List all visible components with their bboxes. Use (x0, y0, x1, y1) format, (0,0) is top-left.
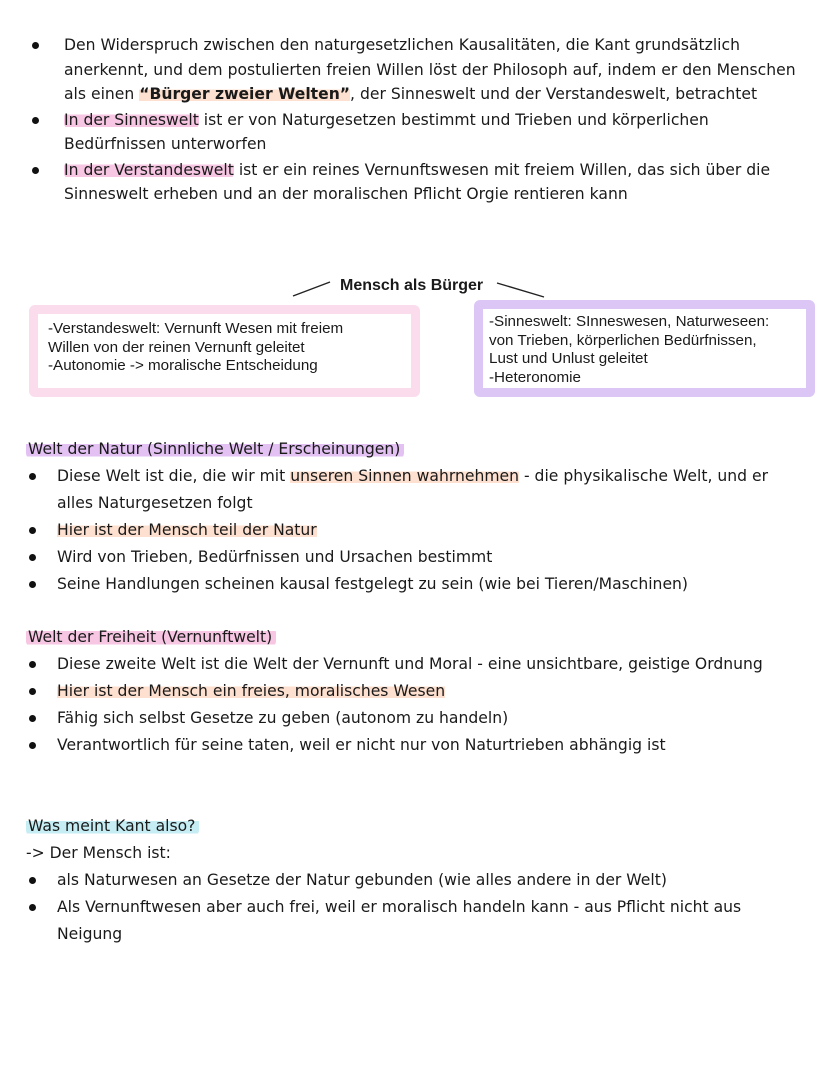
intro-bullet-2-text: ist er von Naturgesetzen bestimmt und Trieben und körperlichen Bedürfnissen unterworfen (64, 110, 709, 153)
left-box-line-1: -Verstandeswelt: Vernunft Wesen mit freiem (48, 320, 344, 337)
kant-bullet-1 (26, 867, 806, 894)
freiheit-bullet-3 (26, 705, 806, 732)
section-welt-der-natur (26, 436, 806, 598)
section-welt-der-freiheit (26, 624, 806, 759)
intro-bullet-1-text-end: , der Sinneswelt und der Verstandeswelt, betrachtet (350, 85, 758, 103)
natur-heading-text: Welt der Natur (Sinnliche Welt / Erscheinungen) (26, 439, 404, 459)
diagram-title: Mensch als Bürger (340, 277, 484, 294)
natur-bullet-2 (26, 517, 806, 544)
kant-heading-text: Was meint Kant also? (26, 816, 199, 836)
sinneswelt-highlight: In der Sinneswelt (64, 110, 199, 129)
right-box-line-1: -Sinneswelt: SInneswesen, Naturweseen: (489, 313, 770, 330)
section-was-meint-kant (26, 813, 806, 948)
natur-bullet-2-text: Hier ist der Mensch teil der Natur (57, 521, 317, 539)
sinnen-wahrnehmen-highlight: unseren Sinnen wahrnehmen (290, 467, 519, 485)
kant-bullet-1-text: als Naturwesen an Gesetze der Natur gebunden (wie alles andere in der Welt) (57, 871, 667, 889)
natur-bullet-1-text: Diese Welt ist die, die wir mit (57, 467, 291, 485)
natur-bullet-4-text: Seine Handlungen scheinen kausal festgelegt zu sein (wie bei Tieren/Maschinen) (57, 575, 689, 593)
natur-bullet-list (26, 463, 806, 598)
natur-bullet-1-text-end: - die physikalische Welt, und er alles Naturgesetzen folgt (57, 467, 768, 512)
kant-bullet-2-text: Als Vernunftwesen aber auch frei, weil er moralisch handeln kann - aus Pflicht nicht aus Neigung (57, 898, 742, 943)
natur-bullet-3 (26, 544, 806, 571)
intro-bullet-3-text: ist er ein reines Vernunftswesen mit freiem Willen, das sich über die Sinneswelt erheben und an der moralischen Pflicht Orgie rentieren kann (64, 160, 771, 203)
verstandeswelt-highlight: In der Verstandeswelt (64, 160, 234, 179)
connector-line-right (497, 283, 544, 297)
verstandeswelt-box (29, 305, 420, 397)
freiheit-bullet-4-text: Verantwortlich für seine taten, weil er nicht nur von Naturtrieben abhängig ist (57, 736, 666, 754)
buerger-zweier-welten-highlight: “Bürger zweier Welten” (139, 85, 351, 103)
natur-bullet-3-text: Wird von Trieben, Bedürfnissen und Ursachen bestimmt (57, 548, 493, 566)
kant-bullet-2 (26, 894, 806, 948)
diagram-connector-lines (0, 0, 828, 320)
intro-bullet-1-text: Den Widerspruch zwischen den naturgesetzlichen Kausalitäten, die Kant grundsätzlich anerkennt, und dem postulierten freien Willen löst der Philosoph auf, indem er den Menschen als einen (64, 36, 796, 103)
sinneswelt-box (474, 300, 815, 397)
natur-bullet-1 (26, 463, 806, 517)
freiheit-bullet-list (26, 651, 806, 759)
natur-bullet-4 (26, 571, 806, 598)
freiheit-bullet-4 (26, 732, 806, 759)
freiheit-heading (26, 624, 806, 651)
freiheit-bullet-2-text: Hier ist der Mensch ein freies, moralisches Wesen (57, 682, 446, 700)
freiheit-bullet-3-text: Fähig sich selbst Gesetze zu geben (autonom zu handeln) (57, 709, 509, 727)
freiheit-heading-text: Welt der Freiheit (Vernunftwelt) (26, 627, 276, 647)
right-box-line-2: von Trieben, körperlichen Bedürfnissen, (489, 331, 757, 349)
left-box-line-2: Willen von der reinen Vernunft geleitet (48, 338, 305, 356)
kant-bullet-list (26, 867, 806, 948)
freiheit-bullet-2 (26, 678, 806, 705)
natur-heading (26, 436, 806, 463)
connector-line-left (293, 282, 330, 296)
kant-intro: -> Der Mensch ist: (26, 844, 171, 862)
freiheit-bullet-1 (26, 651, 806, 678)
right-box-line-4: -Heteronomie (489, 368, 582, 386)
right-box-line-3: Lust und Unlust geleitet (489, 350, 648, 367)
left-box-line-3: -Autonomie -> moralische Entscheidung (48, 357, 318, 374)
kant-heading (26, 813, 806, 840)
freiheit-bullet-1-text: Diese zweite Welt ist die Welt der Vernunft und Moral - eine unsichtbare, geistige Ordnung (57, 655, 763, 673)
